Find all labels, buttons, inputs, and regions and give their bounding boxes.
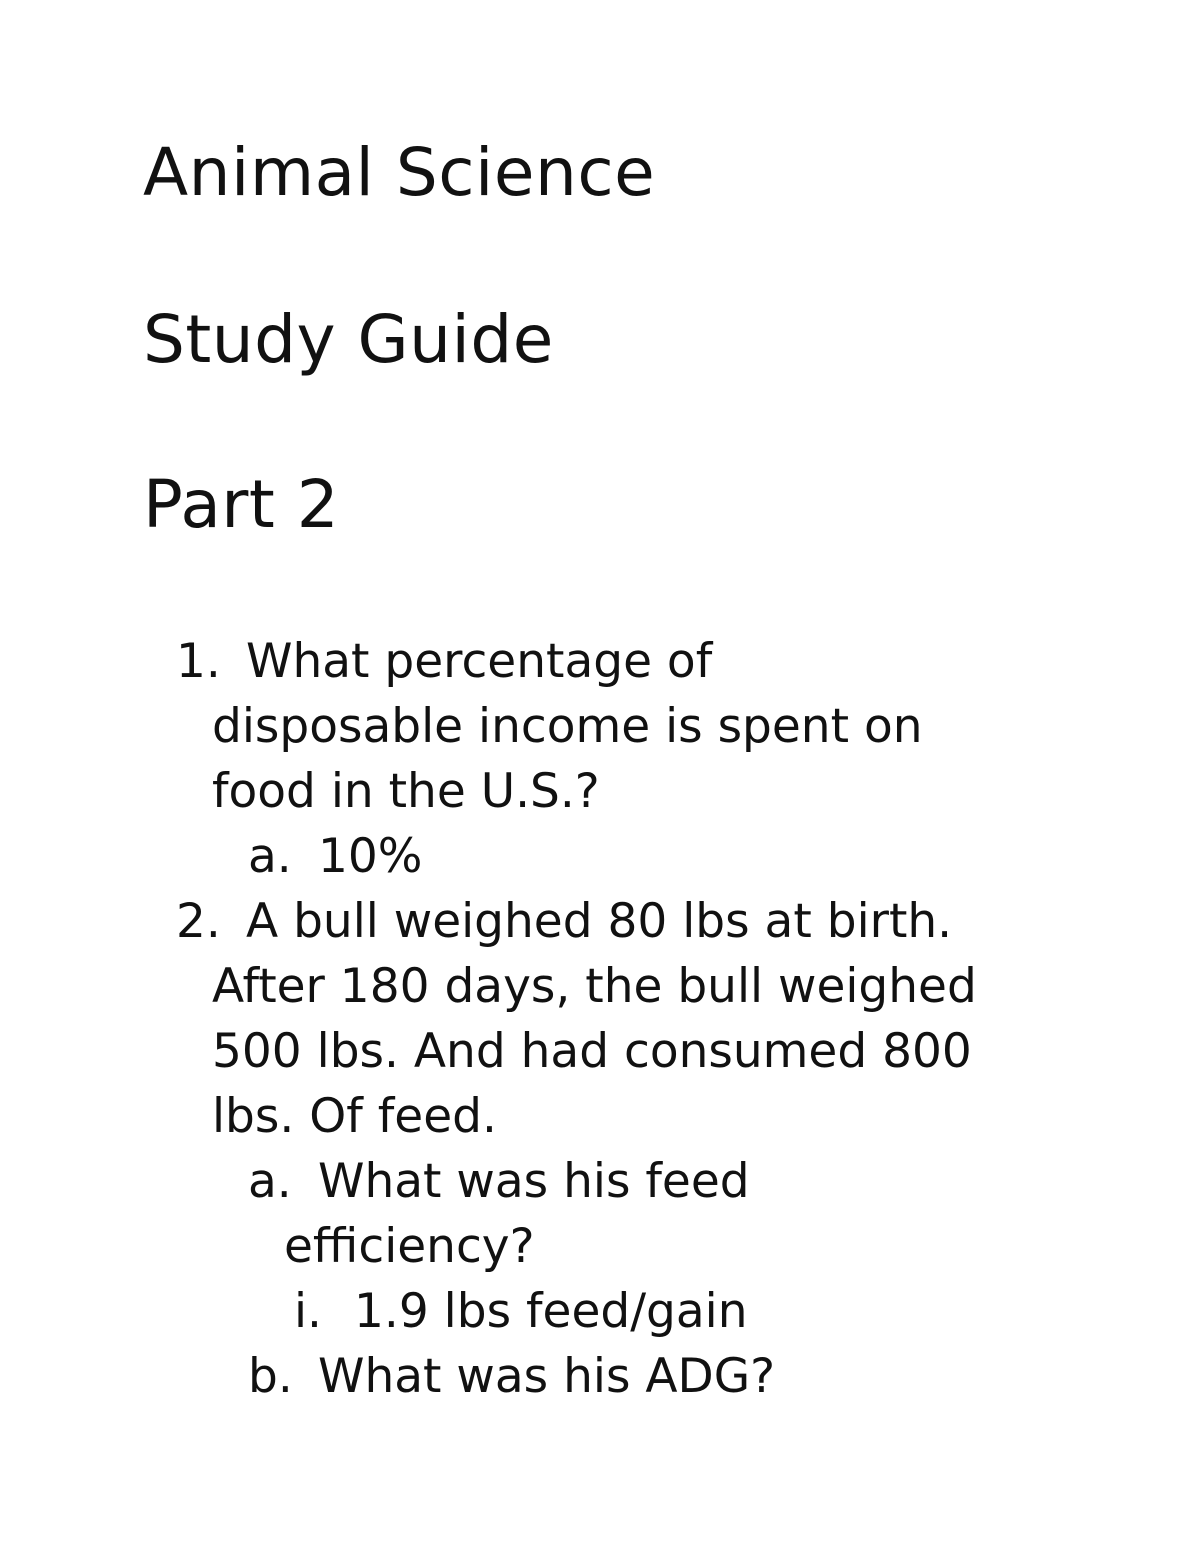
title-line-3: Part 2 bbox=[143, 466, 340, 543]
question-text-line: A bull weighed 80 lbs at birth. bbox=[246, 894, 953, 949]
question-number: 2. bbox=[176, 894, 221, 949]
answer-text: 10% bbox=[318, 829, 423, 884]
subitem-marker: b. bbox=[248, 1349, 293, 1404]
subitem-marker: a. bbox=[248, 1154, 292, 1209]
subitem-marker: a. bbox=[248, 829, 292, 884]
subquestion-text-line: What was his ADG? bbox=[318, 1349, 776, 1404]
title-line-2: Study Guide bbox=[143, 301, 554, 378]
subquestion-text-line: efficiency? bbox=[284, 1219, 535, 1274]
question-text-line: lbs. Of feed. bbox=[212, 1089, 497, 1144]
question-text-line: After 180 days, the bull weighed bbox=[212, 959, 977, 1014]
subsubitem-marker: i. bbox=[294, 1284, 322, 1339]
question-text-line: 500 lbs. And had consumed 800 bbox=[212, 1024, 972, 1079]
question-number: 1. bbox=[176, 634, 221, 689]
title-line-1: Animal Science bbox=[143, 134, 656, 211]
question-text-line: disposable income is spent on bbox=[212, 699, 923, 754]
answer-text: 1.9 lbs feed/gain bbox=[354, 1284, 748, 1339]
subquestion-text-line: What was his feed bbox=[318, 1154, 750, 1209]
question-text-line: What percentage of bbox=[246, 634, 713, 689]
question-text-line: food in the U.S.? bbox=[212, 764, 600, 819]
